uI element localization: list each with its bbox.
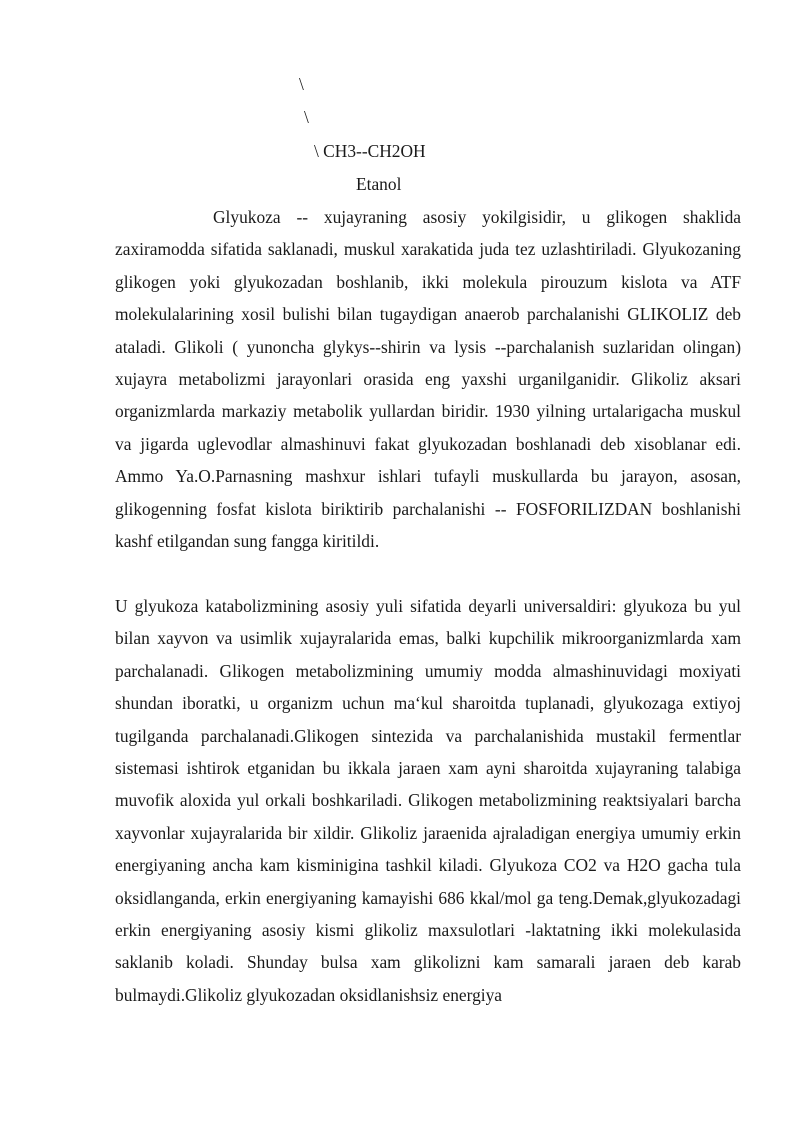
formula-bond-line-1: \ (299, 74, 304, 94)
paragraph-glucose-catabolism: U glyukoza katabolizmining asosiy yuli sifatida deyarli universaldiri: glyukoza bu yul bilan xayvon va usimlik xujayralarida emas, balki kupchilik mikroorganizmlarda xam parchalanadi. Glikogen metabolizmining umumiy modda almashinuvidagi moxiyati shundan iboratki, u organizm uchun ma‘kul sharoitda tuplanadi, glyukozaga extiyoj tugilganda parchalanadi.Glikogen sintezida va parchalanishida mustakil fermentlar sistemasi ishtirok etganidan bu ikkala jaraen xam ayni sharoitda xujayraning talabiga muvofik aloxida yul orkali boshkariladi. Glikogen metabolizmining reaktsiyalari barcha xayvonlar xujayralarida bir xildir. Glikoliz jaraenida ajraladigan energiya umumiy erkin energiyaning ancha kam kisminigina tashkil kiladi. Glyukoza CO2 va H2O gacha tula oksidlanganda, erkin energiyaning kamayishi 686 kkal/mol ga teng.Demak,glyukozadagi erkin energiyaning asosiy kismi glikoliz maxsulotlari -laktatning ikki molekulasida saklanib koladi. Shunday bulsa xam glikolizni kam samarali jaraen deb karab bulmaydi.Glikoliz glyukozadan oksidlanishsiz energiya (115, 596, 741, 1005)
formula-bond-line-2: \ (304, 107, 309, 127)
formula-caption: Etanol (356, 174, 402, 194)
formula-ethanol-structure: \ CH3--CH2OH (314, 141, 426, 161)
paragraph-glycolysis-intro: Glyukoza -- xujayraning asosiy yokilgisidir, u glikogen shaklida zaxiramodda sifatida saklanadi, muskul xarakatida juda tez uzlashtiriladi. Glyukozaning glikogen yoki glyukozadan boshlanib, ikki molekula pirouzum kislota va ATF molekulalarining xosil bulishi bilan tugaydigan anaerob parchalanishi GLIKOLIZ deb ataladi. Glikoli ( yunoncha glykys--shirin va lysis --parchalanish suzlaridan olingan) xujayra metabolizmi jarayonlari orasida eng yaxshi urganilganidir. Glikoliz aksari organizmlarda markaziy metabolik yullardan biridir. 1930 yilning urtalarigacha muskul va jigarda uglevodlar almashinuvi fakat glyukozadan boshlanadi deb xisoblanar edi. Ammo Ya.O.Parnasning mashxur ishlari tufayli muskullarda bu jarayon, asosan, glikogenning fosfat kislota biriktirib parchalanishi -- FOSFORILIZDAN boshlanishi kashf etilgandan sung fangga kiritildi. (115, 207, 741, 552)
